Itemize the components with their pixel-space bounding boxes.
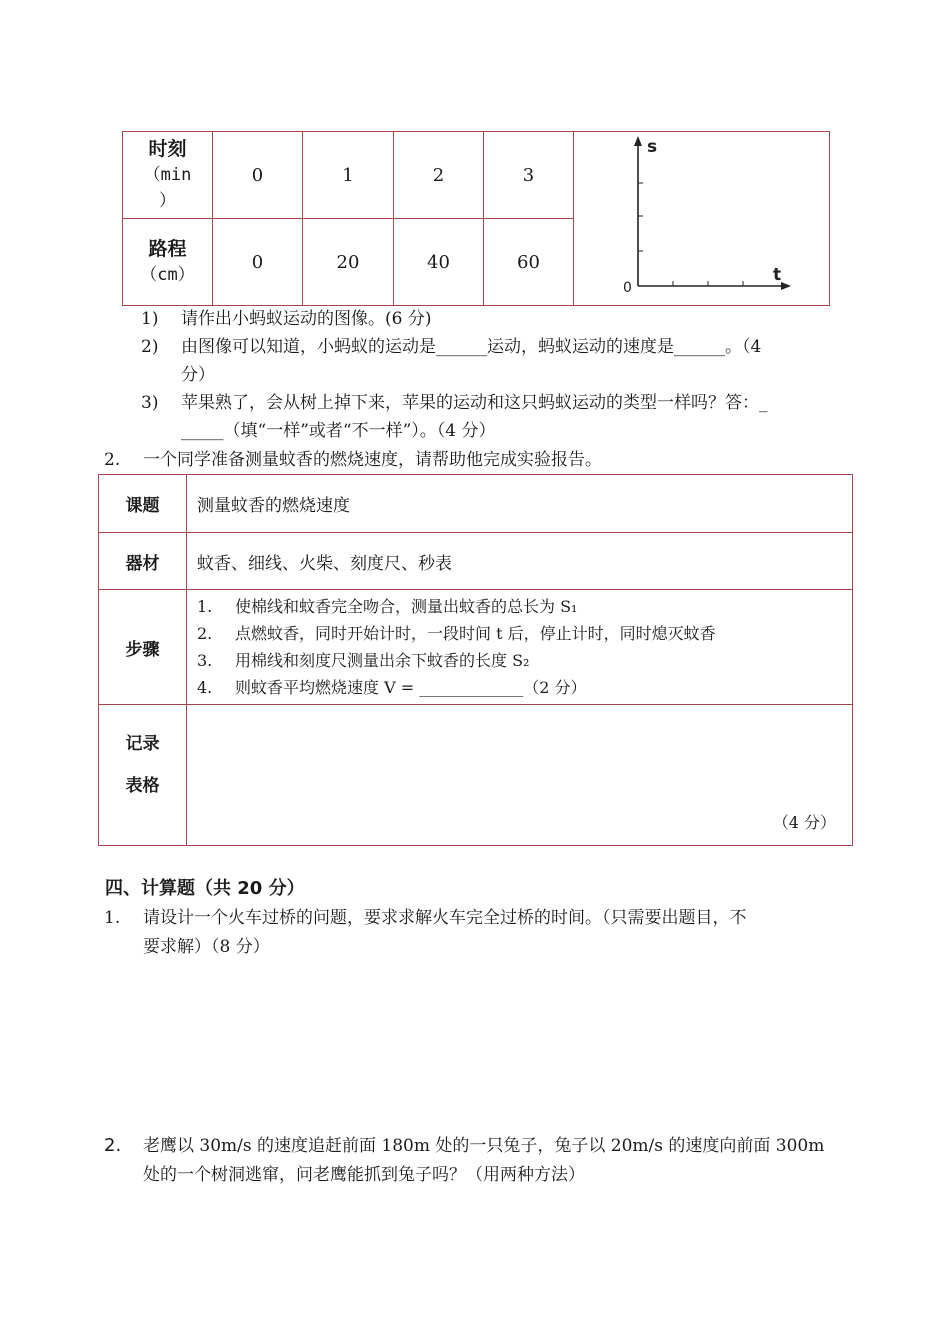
record-table-area [187, 705, 853, 846]
time-value: 1 [303, 132, 394, 219]
x-axis-label: t [772, 265, 781, 285]
record-label-cell [99, 705, 187, 846]
question-text-line2: 处的一个树洞逃窜，问老鹰能抓到兔子吗？（用两种方法） [143, 1165, 585, 1185]
step-number: 2. [197, 624, 213, 643]
sub-question-number: 2) [141, 337, 159, 357]
step-text: 点燃蚊香，同时开始计时，一段时间 t 后，停止计时，同时熄灭蚊香 [235, 624, 716, 643]
origin-label: 0 [622, 280, 632, 296]
question-number: 1. [104, 908, 121, 928]
step-item [197, 620, 852, 647]
y-axis-label: s [646, 137, 657, 157]
step-item [197, 593, 852, 620]
sub-question-text: 请作出小蚂蚁运动的图像。(6 分) [181, 309, 432, 329]
question-text: 一个同学准备测量蚊香的燃烧速度，请帮助他完成实验报告。 [143, 450, 602, 470]
blank-st-graph [575, 132, 829, 300]
topic-value: 测量蚊香的燃烧速度 [187, 475, 853, 533]
record-label-1: 记录 [125, 734, 160, 754]
graph-cell [574, 132, 830, 306]
step-number: 3. [197, 651, 213, 670]
sub-question-text-line2: 分） [181, 365, 215, 385]
time-header: 时刻 [148, 138, 187, 160]
step-item [197, 647, 852, 674]
record-label-2: 表格 [125, 776, 160, 796]
topic-label: 课题 [99, 475, 187, 533]
section-title: 四、计算题（共 20 分） [105, 878, 305, 899]
time-value: 0 [213, 132, 303, 219]
ant-motion-table [122, 131, 830, 306]
sub-question-text-line1: 由图像可以知道，小蚂蚁的运动是______运动，蚂蚁运动的速度是______。（4 [181, 337, 762, 357]
sub-question-text-line2: _____（填“一样”或者“不一样”）。（4 分） [181, 421, 496, 441]
question-number: 2. [104, 450, 121, 470]
time-header-cell [123, 132, 213, 219]
distance-value: 0 [213, 219, 303, 306]
distance-value: 60 [484, 219, 574, 306]
x-axis-arrow-icon [781, 282, 791, 290]
question-text-line2: 要求解）（8 分） [143, 937, 270, 957]
y-axis-arrow-icon [634, 136, 642, 146]
equipment-label: 器材 [99, 533, 187, 590]
step-text: 用棉线和刻度尺测量出余下蚊香的长度 S₂ [235, 651, 530, 670]
distance-value: 20 [303, 219, 394, 306]
time-unit-line1: （min [143, 165, 192, 185]
distance-header-cell [123, 219, 213, 306]
steps-label: 步骤 [99, 590, 187, 705]
step-number: 1. [197, 597, 213, 616]
distance-value: 40 [394, 219, 484, 306]
step-text: 则蚊香平均燃烧速度 V = _____________（2 分） [235, 678, 587, 697]
time-unit-line2: ） [159, 191, 176, 211]
sub-question-number: 3) [141, 393, 159, 413]
distance-unit: （cm） [140, 265, 195, 285]
sub-question-number: 1) [141, 309, 159, 329]
step-text: 使棉线和蚊香完全吻合，测量出蚊香的总长为 S₁ [235, 597, 578, 616]
step-item [197, 674, 852, 701]
experiment-report-table [98, 474, 853, 846]
time-value: 2 [394, 132, 484, 219]
time-value: 3 [484, 132, 574, 219]
question-text-line1: 老鹰以 30m/s 的速度追赶前面 180m 处的一只兔子，兔子以 20m/s 的速度向前面 300m [143, 1136, 825, 1156]
sub-question-text-line1: 苹果熟了，会从树上掉下来，苹果的运动和这只蚂蚁运动的类型一样吗？答：_ [181, 393, 768, 413]
record-score: （4 分） [772, 813, 836, 832]
question-number: 2. [104, 1135, 122, 1156]
distance-header: 路程 [148, 238, 187, 260]
step-number: 4. [197, 678, 213, 697]
equipment-value: 蚊香、细线、火柴、刻度尺、秒表 [187, 533, 853, 590]
question-text-line1: 请设计一个火车过桥的问题，要求求解火车完全过桥的时间。（只需要出题目，不 [143, 908, 747, 928]
steps-cell [187, 590, 853, 705]
